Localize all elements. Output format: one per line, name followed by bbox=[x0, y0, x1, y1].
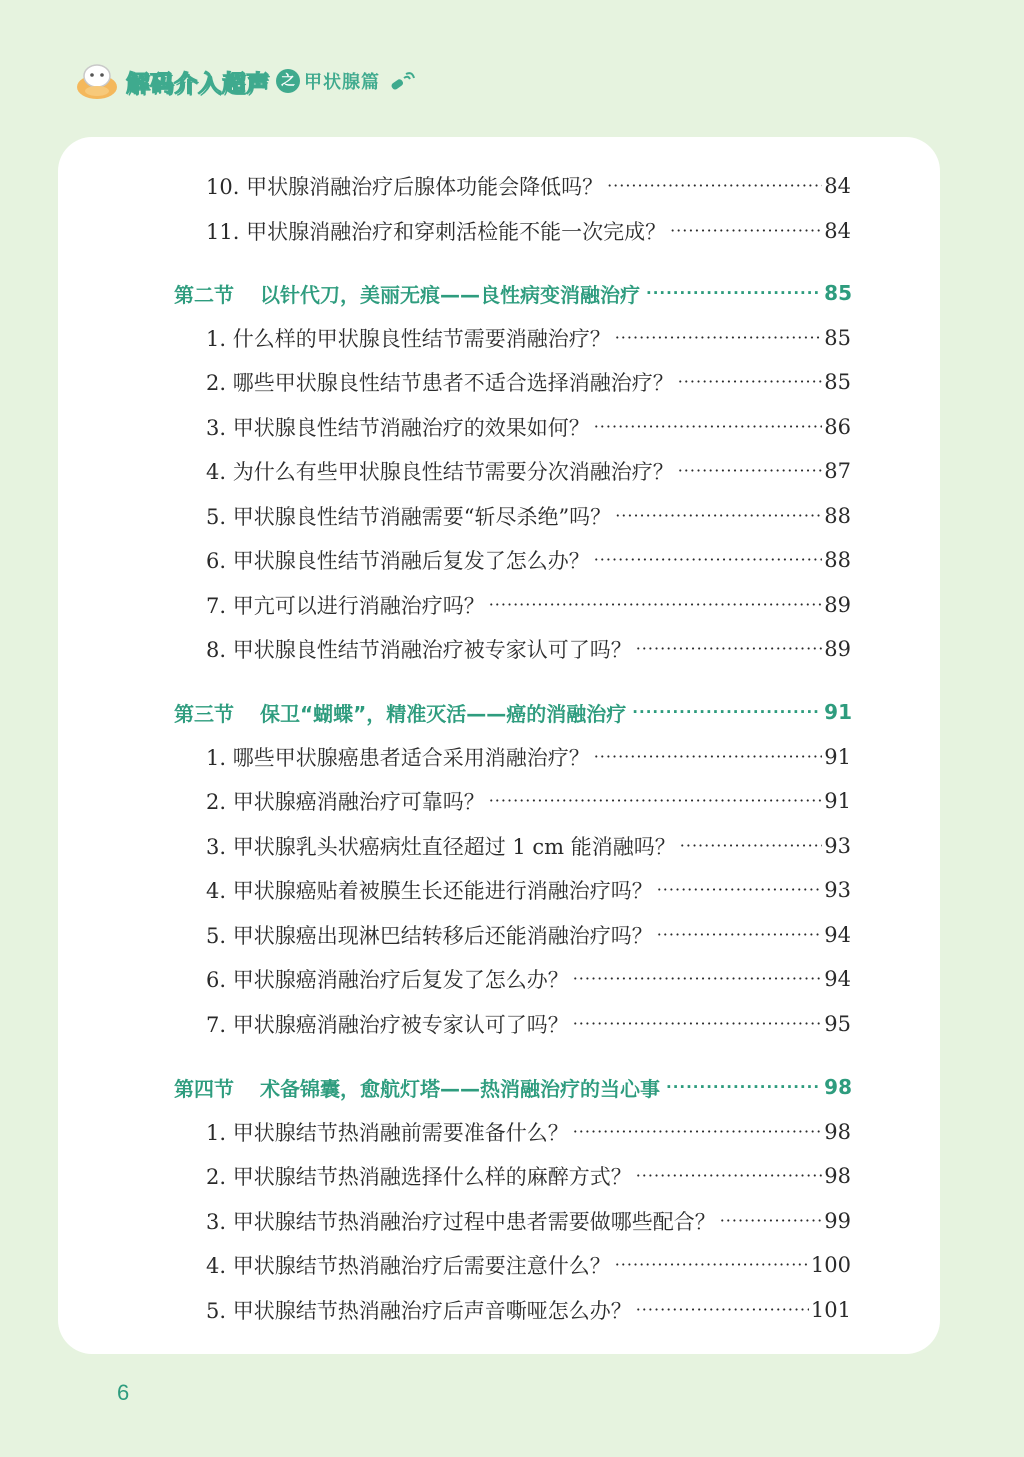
dot-leader bbox=[657, 915, 823, 955]
dot-leader bbox=[615, 496, 822, 536]
toc-section-heading[interactable] bbox=[174, 1066, 852, 1108]
section-title: 保卫“蝴蝶”，精准灭活——癌的消融治疗 bbox=[260, 701, 627, 726]
toc-entry[interactable] bbox=[206, 318, 851, 358]
entry-title: 11. 甲状腺消融治疗和穿刺活检能不能一次完成？ bbox=[206, 220, 667, 244]
book-subtitle: 甲状腺篇 bbox=[304, 72, 380, 93]
dot-leader bbox=[615, 1245, 809, 1285]
page-number: 6 bbox=[117, 1380, 130, 1405]
toc-entry[interactable] bbox=[206, 629, 851, 669]
toc-entry[interactable] bbox=[206, 540, 851, 580]
entry-title: 7. 甲状腺癌消融治疗被专家认可了吗？ bbox=[206, 1013, 569, 1037]
dot-leader bbox=[573, 1004, 823, 1044]
dot-leader bbox=[678, 451, 823, 491]
entry-title: 8. 甲状腺良性结节消融治疗被专家认可了吗？ bbox=[206, 638, 632, 662]
dot-leader bbox=[594, 540, 823, 580]
running-header bbox=[74, 56, 416, 106]
entry-title: 7. 甲亢可以进行消融治疗吗？ bbox=[206, 594, 485, 618]
toc-entry[interactable] bbox=[206, 451, 851, 491]
toc-entry[interactable] bbox=[206, 915, 851, 955]
entry-title: 6. 甲状腺良性结节消融后复发了怎么办？ bbox=[206, 549, 590, 573]
dot-leader bbox=[489, 585, 823, 625]
dot-leader bbox=[680, 826, 822, 866]
entry-page-number: 93 bbox=[824, 878, 851, 902]
dot-leader bbox=[594, 737, 823, 777]
section-page-number: 91 bbox=[824, 700, 852, 724]
dot-leader bbox=[632, 691, 820, 733]
dot-leader bbox=[607, 166, 822, 206]
entry-page-number: 89 bbox=[824, 637, 851, 661]
toc-entry[interactable] bbox=[206, 585, 851, 625]
toc-entry[interactable] bbox=[206, 1156, 851, 1196]
section-title: 以针代刀，美丽无痕——良性病变消融治疗 bbox=[260, 282, 640, 307]
dot-leader bbox=[573, 959, 823, 999]
toc-entry[interactable] bbox=[206, 496, 851, 536]
toc-entry[interactable] bbox=[206, 362, 851, 402]
toc-entry[interactable] bbox=[206, 1245, 851, 1285]
entry-page-number: 99 bbox=[824, 1209, 851, 1233]
entry-page-number: 86 bbox=[824, 415, 851, 439]
entry-title: 2. 甲状腺结节热消融选择什么样的麻醉方式？ bbox=[206, 1165, 632, 1189]
toc-entry[interactable] bbox=[206, 407, 851, 447]
book-title: 解码介入超声 bbox=[126, 70, 270, 97]
dot-leader bbox=[636, 1290, 809, 1330]
entry-title: 1. 甲状腺结节热消融前需要准备什么？ bbox=[206, 1121, 569, 1145]
entry-page-number: 94 bbox=[824, 967, 851, 991]
entry-page-number: 88 bbox=[824, 504, 851, 528]
entry-page-number: 84 bbox=[824, 219, 851, 243]
toc-entry[interactable] bbox=[206, 826, 851, 866]
entry-title: 4. 为什么有些甲状腺良性结节需要分次消融治疗？ bbox=[206, 460, 674, 484]
dot-leader bbox=[615, 318, 823, 358]
dot-leader bbox=[646, 272, 820, 314]
entry-page-number: 94 bbox=[824, 923, 851, 947]
entry-page-number: 88 bbox=[824, 548, 851, 572]
toc-entry[interactable] bbox=[206, 870, 851, 910]
section-number: 第二节 bbox=[174, 282, 234, 307]
section-title: 术备锦囊，愈航灯塔——热消融治疗的当心事 bbox=[260, 1076, 660, 1101]
entry-title: 1. 什么样的甲状腺良性结节需要消融治疗？ bbox=[206, 327, 611, 351]
entry-title: 4. 甲状腺癌贴着被膜生长还能进行消融治疗吗？ bbox=[206, 879, 653, 903]
entry-title: 3. 甲状腺结节热消融治疗过程中患者需要做哪些配合？ bbox=[206, 1210, 716, 1234]
dot-leader bbox=[636, 1156, 823, 1196]
section-page-number: 85 bbox=[824, 281, 852, 305]
entry-title: 2. 哪些甲状腺良性结节患者不适合选择消融治疗？ bbox=[206, 371, 674, 395]
entry-page-number: 89 bbox=[824, 593, 851, 617]
toc-entry[interactable] bbox=[206, 1004, 851, 1044]
dot-leader bbox=[720, 1201, 823, 1241]
section-page-number: 98 bbox=[824, 1075, 852, 1099]
ultrasound-probe-icon bbox=[388, 69, 416, 93]
entry-title: 5. 甲状腺良性结节消融需要“斩尽杀绝”吗？ bbox=[206, 505, 612, 529]
mascot-icon bbox=[74, 61, 120, 101]
toc-entry[interactable] bbox=[206, 737, 851, 777]
entry-title: 2. 甲状腺癌消融治疗可靠吗？ bbox=[206, 790, 485, 814]
toc-entry[interactable] bbox=[206, 166, 851, 206]
entry-page-number: 91 bbox=[824, 745, 851, 769]
entry-page-number: 91 bbox=[824, 789, 851, 813]
dot-leader bbox=[489, 781, 823, 821]
toc-entry[interactable] bbox=[206, 959, 851, 999]
entry-page-number: 93 bbox=[824, 834, 851, 858]
toc-section-heading[interactable] bbox=[174, 691, 852, 733]
entry-title: 10. 甲状腺消融治疗后腺体功能会降低吗？ bbox=[206, 175, 604, 199]
entry-title: 4. 甲状腺结节热消融治疗后需要注意什么？ bbox=[206, 1254, 611, 1278]
entry-title: 3. 甲状腺乳头状癌病灶直径超过 1 cm 能消融吗？ bbox=[206, 835, 676, 859]
entry-page-number: 98 bbox=[824, 1120, 851, 1144]
section-number: 第三节 bbox=[174, 701, 234, 726]
dot-leader bbox=[657, 870, 823, 910]
dot-leader bbox=[573, 1112, 823, 1152]
entry-page-number: 100 bbox=[810, 1253, 851, 1277]
toc-entry[interactable] bbox=[206, 211, 851, 251]
toc-section-heading[interactable] bbox=[174, 272, 852, 314]
connector-badge: 之 bbox=[276, 69, 300, 93]
toc-entry[interactable] bbox=[206, 781, 851, 821]
entry-page-number: 84 bbox=[824, 174, 851, 198]
entry-title: 6. 甲状腺癌消融治疗后复发了怎么办？ bbox=[206, 968, 569, 992]
entry-title: 3. 甲状腺良性结节消融治疗的效果如何？ bbox=[206, 416, 590, 440]
dot-leader bbox=[666, 1066, 820, 1108]
entry-page-number: 87 bbox=[824, 459, 851, 483]
entry-page-number: 101 bbox=[810, 1298, 851, 1322]
entry-page-number: 85 bbox=[824, 370, 851, 394]
entry-title: 5. 甲状腺结节热消融治疗后声音嘶哑怎么办？ bbox=[206, 1299, 632, 1323]
entry-title: 5. 甲状腺癌出现淋巴结转移后还能消融治疗吗？ bbox=[206, 924, 653, 948]
toc-entry[interactable] bbox=[206, 1290, 851, 1330]
dot-leader bbox=[636, 629, 823, 669]
dot-leader bbox=[670, 211, 822, 251]
entry-page-number: 85 bbox=[824, 326, 851, 350]
section-number: 第四节 bbox=[174, 1076, 234, 1101]
toc-entry[interactable] bbox=[206, 1201, 851, 1241]
dot-leader bbox=[678, 362, 823, 402]
toc-entry[interactable] bbox=[206, 1112, 851, 1152]
entry-page-number: 98 bbox=[824, 1164, 851, 1188]
entry-page-number: 95 bbox=[824, 1012, 851, 1036]
entry-title: 1. 哪些甲状腺癌患者适合采用消融治疗？ bbox=[206, 746, 590, 770]
dot-leader bbox=[594, 407, 823, 447]
